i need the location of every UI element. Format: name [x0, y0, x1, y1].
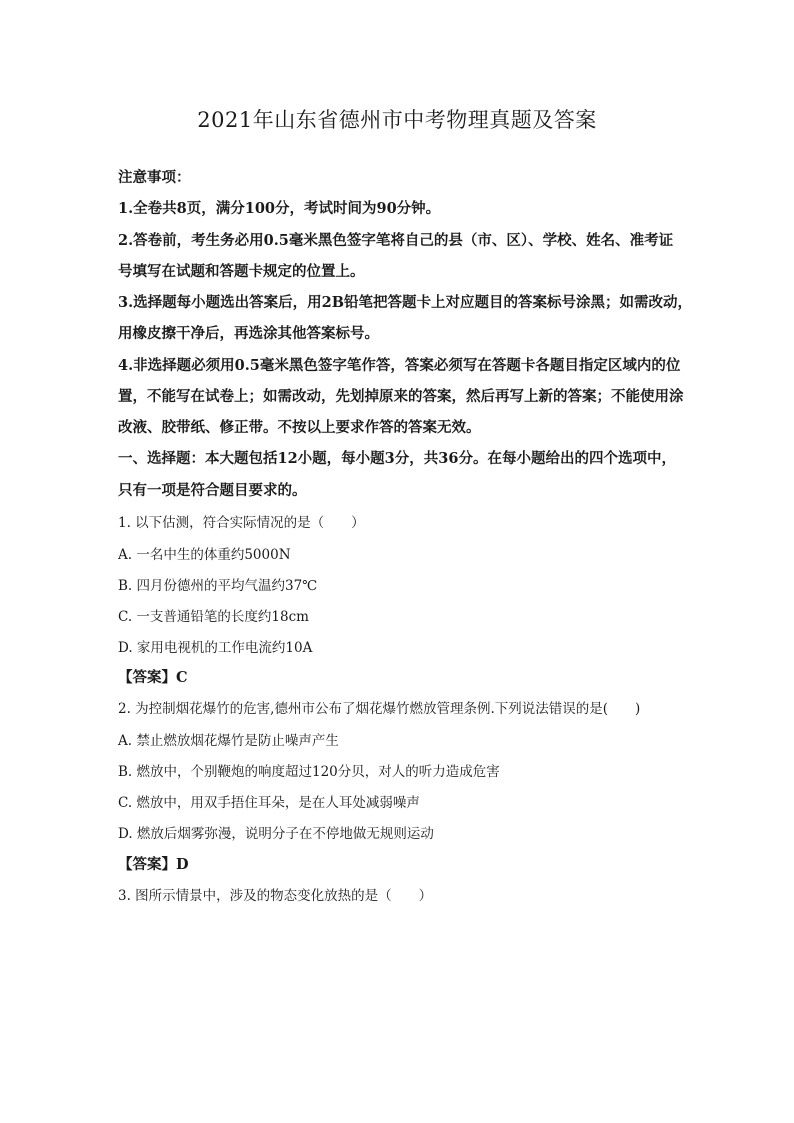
notes-line: 号填写在试题和答题卡规定的位置上。	[118, 263, 365, 280]
question-option: C. 燃放中，用双手捂住耳朵，是在人耳处减弱噪声	[118, 795, 420, 811]
notes-line: 用橡皮擦干净后，再选涂其他答案标号。	[118, 325, 379, 342]
section-heading-line: 一、选择题：本大题包括12小题，每小题3分，共36分。在每小题给出的四个选项中，	[118, 450, 676, 467]
notes-line: 2.答卷前，考生务必用0.5毫米黑色签字笔将自己的县（市、区）、学校、姓名、准考证	[118, 232, 674, 249]
notes-line: 置，不能写在试卷上；如需改动，先划掉原来的答案，然后再写上新的答案；不能使用涂	[118, 388, 684, 405]
question-option: A. 一名中生的体重约5000N	[118, 547, 291, 563]
question-option: D. 家用电视机的工作电流约10A	[118, 640, 313, 656]
section-heading-line: 只有一项是符合题目要求的。	[118, 482, 307, 499]
question-option: B. 四月份德州的平均气温约37℃	[118, 578, 318, 594]
notes-line: 1.全卷共8页，满分100分，考试时间为90分钟。	[118, 200, 441, 217]
answer-label: 【答案】D	[118, 856, 189, 873]
notes-line: 4.非选择题必须用0.5毫米黑色签字笔作答，答案必须写在答题卡各题目指定区域内的位	[118, 357, 681, 374]
notes-heading: 注意事项：	[118, 169, 191, 186]
answer-label: 【答案】C	[118, 669, 188, 686]
question-stem: 3. 图所示情景中，涉及的物态变化放热的是（ ）	[118, 888, 433, 904]
question-stem: 2. 为控制烟花爆竹的危害,德州市公布了烟花爆竹燃放管理条例.下列说法错误的是( )	[118, 701, 641, 717]
question-option: C. 一支普通铅笔的长度约18cm	[118, 609, 309, 625]
page-title: 2021年山东省德州市中考物理真题及答案	[197, 108, 597, 132]
question-stem: 1. 以下估测，符合实际情况的是（ ）	[118, 515, 365, 531]
question-option: A. 禁止燃放烟花爆竹是防止噪声产生	[118, 733, 339, 749]
question-option: D. 燃放后烟雾弥漫，说明分子在不停地做无规则运动	[118, 826, 434, 842]
question-option: B. 燃放中，个别鞭炮的响度超过120分贝，对人的听力造成危害	[118, 764, 500, 780]
notes-line: 3.选择题每小题选出答案后，用2B铅笔把答题卡上对应题目的答案标号涂黑；如需改动，	[118, 294, 692, 311]
notes-line: 改液、胶带纸、修正带。不按以上要求作答的答案无效。	[118, 419, 481, 436]
